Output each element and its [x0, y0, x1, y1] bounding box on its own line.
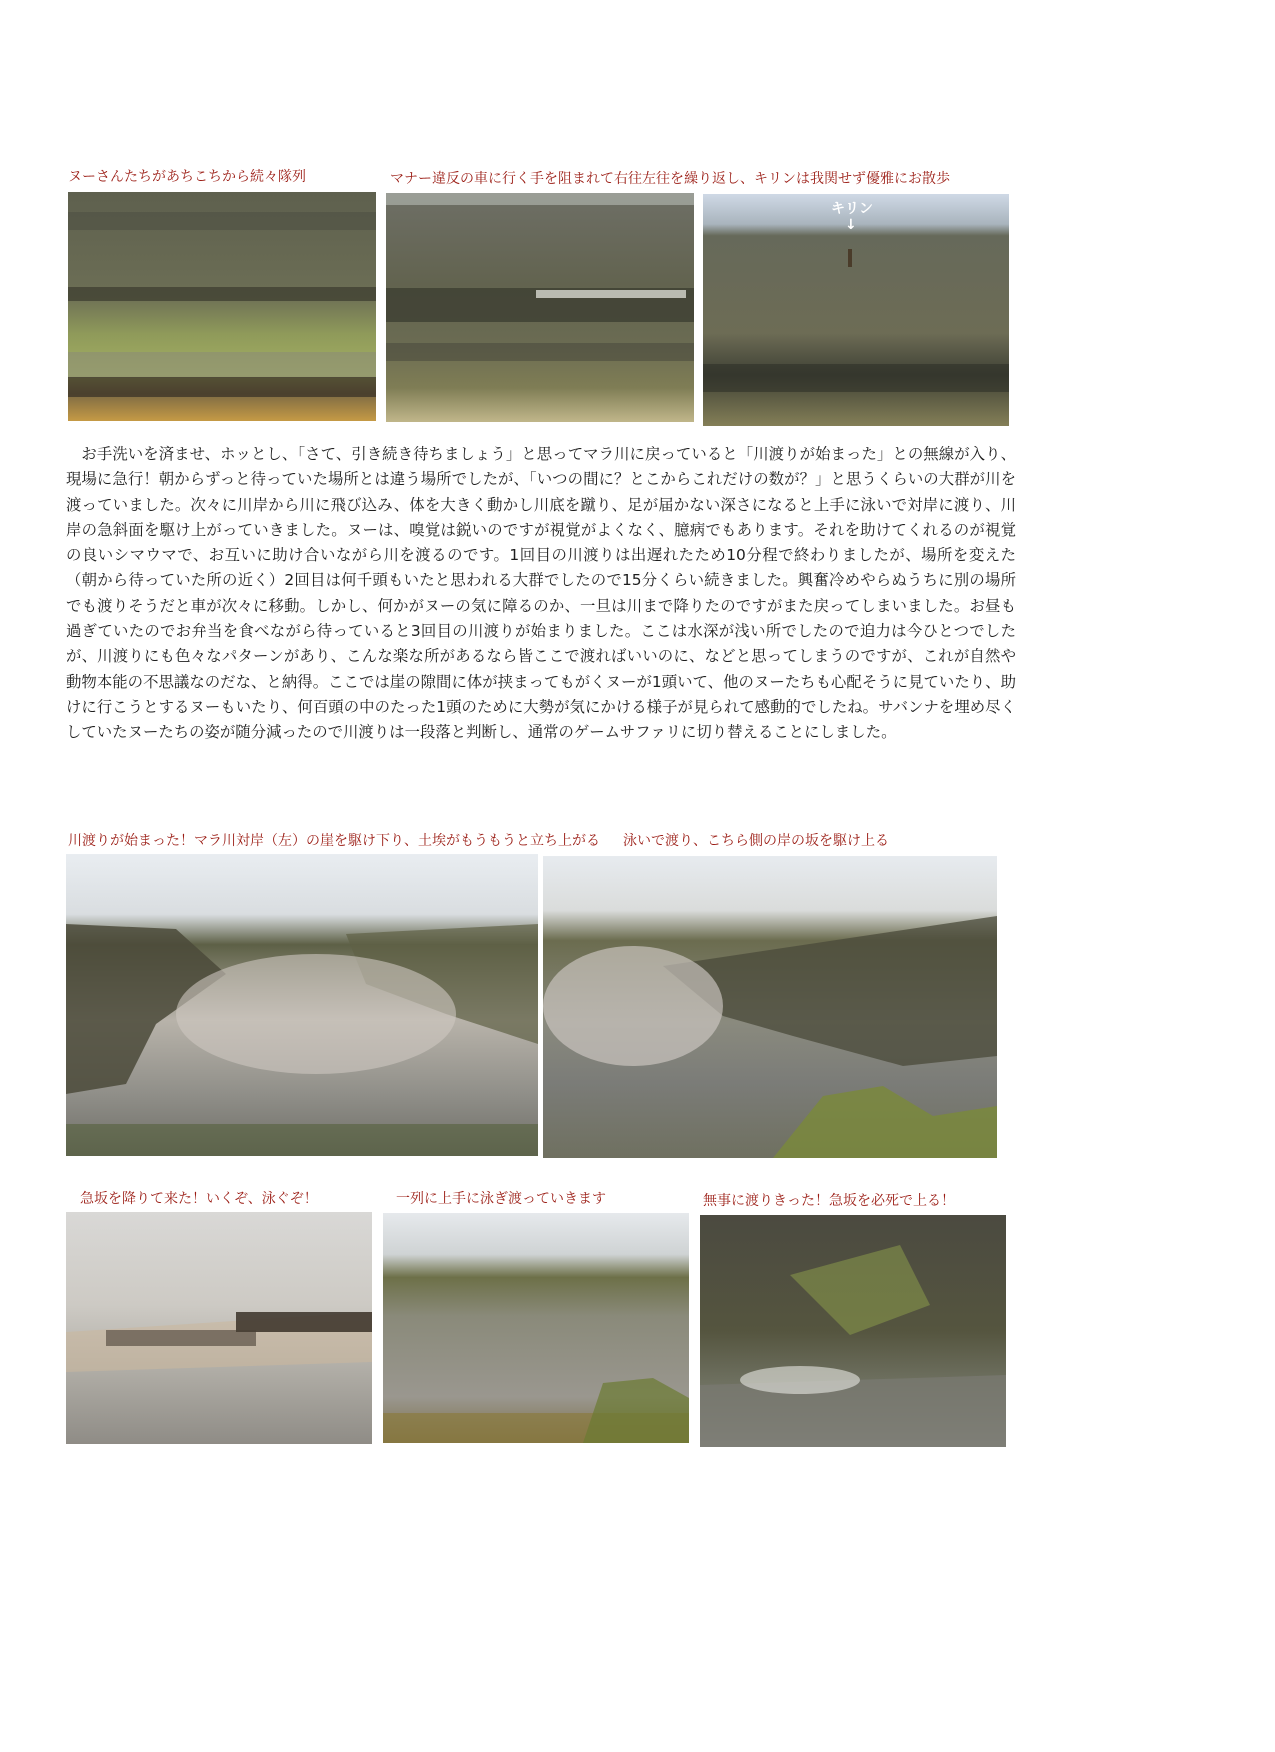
- photo-wildebeest-herd: [68, 192, 376, 421]
- caption-swim-climb: 泳いで渡り、こちら側の岸の坂を駆け上る: [623, 833, 889, 849]
- article-paragraph: お手洗いを済ませ、ホッとし、「さて、引き続き待ちましょう」と思ってマラ川に戻っていると「川渡りが始まった」との無線が入り、現場に急行！朝からずっと待っていた場所とは違う場所でしたが、「いつの間に？とこからこれだけの数が？」と思うくらいの大群が川を渡っていました。次々に川岸から川に飛び込み、体を大きく動かし川底を蹴り、足が届かない深さになると上手に泳いで対岸に渡り、川岸の急斜面を駆け上がっていきました。ヌーは、嗅覚は鋭いのですが視覚がよくなく、臆病でもあります。それを助けてくれるのが視覚の良いシマウマで、お互いに助け合いながら川を渡るのです。1回目の川渡りは出遅れたため10分程で終わりましたが、場所を変えた（朝から待っていた所の近く）2回目は何千頭もいたと思われる大群でしたので15分くらい続きました。興奮冷めやらぬうちに別の場所でも渡りそうだと車が次々に移動。しかし、何かがヌーの気に障るのか、一旦は川まで降りたのですがまた戻ってしまいました。お昼も過ぎていたのでお弁当を食べながら待っていると3回目の川渡りが始まりました。ここは水深が浅い所でしたので迫力は今ひとつでしたが、川渡りにも色々なパターンがあり、こんな楽な所があるなら皆ここで渡ればいいのに、などと思ってしまうのですが、これが自然や動物本能の不思議なのだな、と納得。ここでは崖の隙間に体が挟まってもがくヌーが1頭いて、他のヌーたちも心配そうに見ていたり、助けに行こうとするヌーもいたり、何百頭の中のたった1頭のために大勢が気にかける様子が見られて感動的でしたね。サバンナを埋め尽くしていたヌーたちの姿が随分減ったので川渡りは一段落と判断し、通常のゲームサファリに切り替えることにしました。: [66, 445, 1016, 742]
- giraffe-label: キリン: [831, 201, 873, 217]
- caption-down-slope: 急坂を降りて来た！いくぞ、泳ぐぞ！: [80, 1191, 318, 1207]
- photo-climbing-out: [700, 1215, 1006, 1447]
- giraffe-arrow-icon: ↓: [845, 217, 857, 233]
- photo-herd-entering-water: [66, 1212, 372, 1444]
- caption-single-file: 一列に上手に泳ぎ渡っていきます: [396, 1191, 606, 1207]
- photo-safari-cars: [386, 193, 694, 422]
- caption-herd-columns: ヌーさんたちがあちこちから続々隊列: [68, 169, 306, 185]
- photo-swim-bank: [543, 856, 997, 1158]
- photo-giraffe-walk: [703, 194, 1009, 426]
- caption-crossing-starts: 川渡りが始まった！マラ川対岸（左）の崖を駆け下り、土埃がもうもうと立ち上がる: [68, 833, 600, 849]
- photo-dusty-cliff: [66, 854, 538, 1156]
- caption-safe-crossing: 無事に渡りきった！急坂を必死で上る！: [703, 1193, 955, 1209]
- caption-cars-giraffe: マナー違反の車に行く手を阻まれて右往左往を繰り返し、キリンは我関せず優雅にお散歩: [390, 171, 950, 187]
- article-body: [66, 442, 1016, 746]
- photo-single-file-swim: [383, 1213, 689, 1443]
